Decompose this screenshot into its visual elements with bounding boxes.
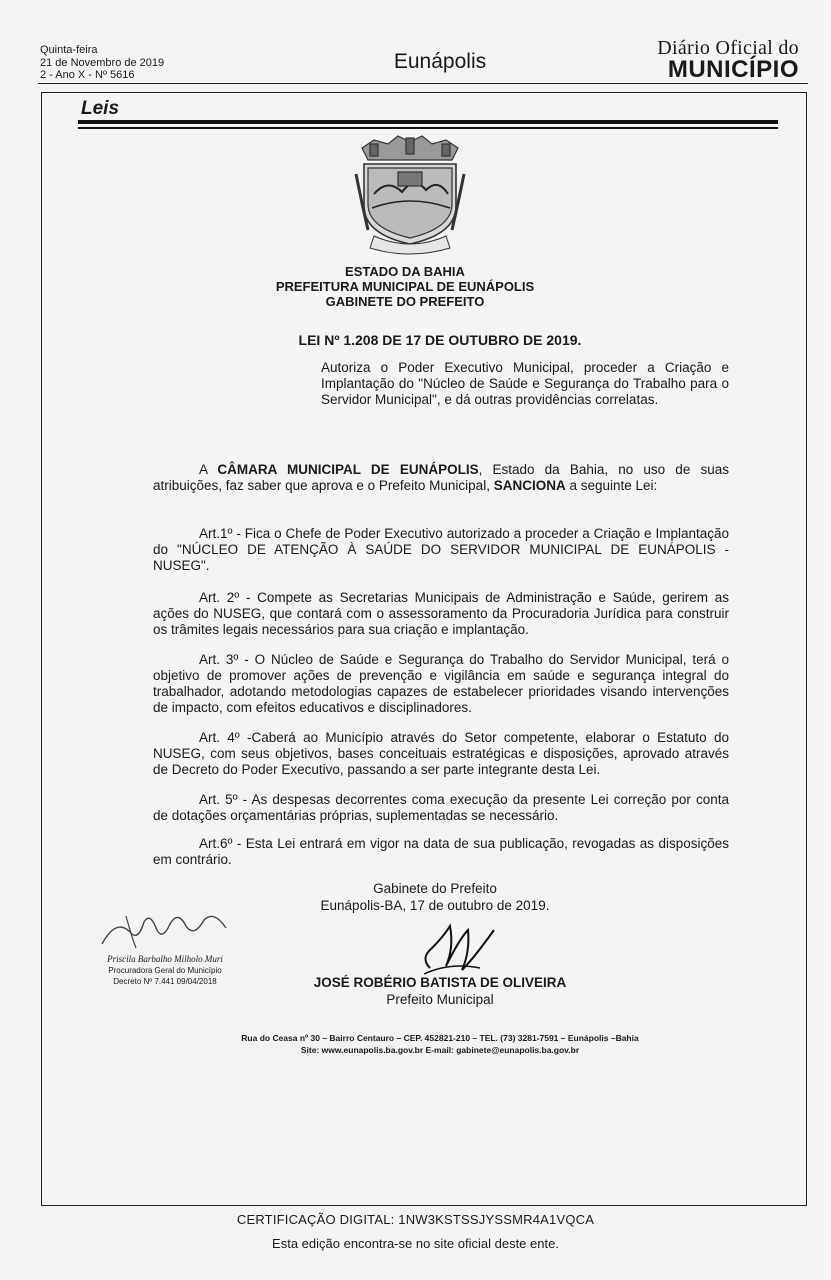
closing-place: Gabinete do Prefeito [373,881,497,896]
article-5: Art. 5º - As despesas decorrentes coma execução da presente Lei correção por conta de dotações orçamentárias próprias, suplementadas se necessário. [153,792,729,823]
cabinet-name: GABINETE DO PREFEITO [325,294,485,309]
preamble-text: a seguinte Lei: [565,478,658,493]
section-title: Leis [81,98,120,119]
weekday: Quinta-feira [40,44,98,56]
signatory-name: JOSÉ ROBÉRIO BATISTA DE OLIVEIRA [313,975,567,990]
address-footer [150,1032,730,1056]
chamber-name: CÂMARA MUNICIPAL DE EUNÁPOLIS [217,462,479,477]
prefecture-name: PREFEITURA MUNICIPAL DE EUNÁPOLIS [275,279,535,294]
digital-certification: CERTIFICAÇÃO DIGITAL: 1NW3KSTSSJYSSMR4A1VQCA [236,1212,595,1227]
edition-info [40,44,164,82]
procuradora-signature-icon [96,908,236,954]
preamble [153,462,729,494]
procuradora-title: Procuradora Geral do Município [108,966,222,975]
edition-number: 2 - Ano X - Nº 5616 [40,69,135,81]
law-summary: Autoriza o Poder Executivo Municipal, proceder a Criação e Implantação do "Núcleo de Saúde e Segurança do Trabalho para o Servidor Municipal", e dá outras providências correlatas. [321,360,729,407]
article-4: Art. 4º -Caberá ao Município através do Setor competente, elaborar o Estatuto do NUSEG, com seus objetivos, bases conceituais estratégicas e disposições, aprovado através de Decreto do Poder Executivo, passando a ser parte integrante desta Lei. [153,730,729,777]
gazette-logo-bottom: MUNICÍPIO [667,56,799,83]
gazette-logo [657,38,799,82]
coat-of-arms-icon [354,134,466,256]
sanction-word: SANCIONA [493,478,566,493]
law-title: LEI Nº 1.208 DE 17 DE OUTUBRO DE 2019. [298,332,582,348]
gazette-logo-top: Diário Oficial do [657,37,799,59]
section-rule-thin [78,127,778,129]
signatory [280,974,600,1008]
closing-date: Eunápolis-BA, 17 de outubro de 2019. [320,898,550,913]
government-heading [200,264,610,309]
address-line: Rua do Ceasa nº 30 – Bairro Centauro – CEP. 452821-210 – TEL. (73) 3281-7591 – Eunápolis –Bahia [241,1033,639,1043]
mayor-signature-icon [410,918,500,978]
section-rule-thick [78,120,778,124]
article-6: Art.6º - Esta Lei entrará em vigor na data de sua publicação, revogadas as disposições em contrário. [153,836,729,867]
procuradora-decree: Decreto Nº 7.441 09/04/2018 [113,977,217,986]
article-3: Art. 3º - O Núcleo de Saúde e Segurança do Trabalho do Servidor Municipal, terá o objetivo de promover ações de prevenção e vigilância em saúde e segurança integral do trabalhador, adotando metodologias capazes de estabelecer prioridades visando intervenções de impacto, com efeitos educativos e disciplinadores. [153,652,729,715]
procuradora-stamp [90,954,240,987]
preamble-text: A [199,462,218,477]
signatory-role: Prefeito Municipal [386,992,494,1007]
preamble-text: , Estado da Bahia, no uso de suas atribuições, faz saber que aprova e o Prefeito Municipal, [153,462,729,493]
header-divider [38,83,808,84]
procuradora-name: Priscila Barbalho Milholo Muri [107,954,223,964]
city-name: Eunápolis [393,50,487,73]
state-name: ESTADO DA BAHIA [345,264,465,279]
issue-date: 21 de Novembro de 2019 [40,56,165,69]
contact-line: Site: www.eunapolis.ba.gov.br E-mail: gabinete@eunapolis.ba.gov.br [300,1045,580,1055]
article-1: Art.1º - Fica o Chefe de Poder Executivo autorizado a proceder a Criação e Implantação do "NÚCLEO DE ATENÇÃO À SAÚDE DO SERVIDOR MUNICIPAL DE EUNÁPOLIS - NUSEG". [153,526,729,573]
closing [300,880,570,914]
article-2: Art. 2º - Compete as Secretarias Municipais de Administração e Saúde, gerirem as ações do NUSEG, que contará com o assessoramento da Procuradoria Jurídica para construir os trâmites legais necessários para sua criação e implantação. [153,590,729,637]
site-notice: Esta edição encontra-se no site oficial deste ente. [272,1236,559,1251]
